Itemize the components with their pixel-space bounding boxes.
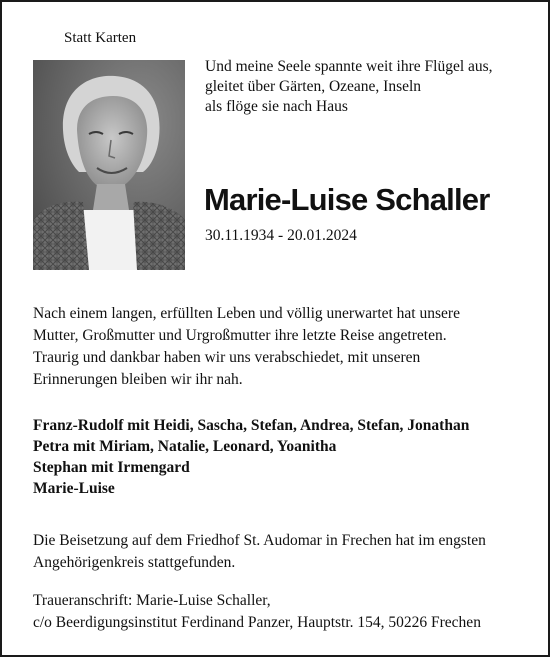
family-line: Franz-Rudolf mit Heidi, Sascha, Stefan, Andrea, Stefan, Jonathan [33, 417, 470, 434]
text-line: c/o Beerdigungsinstitut Ferdinand Panzer, Hauptstr. 154, 50226 Frechen [33, 614, 481, 631]
deceased-name: Marie-Luise Schaller [204, 182, 490, 217]
life-dates: 30.11.1934 - 20.01.2024 [205, 227, 357, 244]
family-line: Marie-Luise [33, 480, 115, 497]
main-text [33, 303, 528, 391]
text-line: Traueranschrift: Marie-Luise Schaller, [33, 592, 271, 609]
poem-line: Und meine Seele spannte weit ihre Flügel aus, [205, 58, 493, 75]
mourning-address [33, 590, 528, 634]
text-line: Nach einem langen, erfüllten Leben und völlig unerwartet hat unsere [33, 305, 460, 322]
family-line: Stephan mit Irmengard [33, 459, 190, 476]
poem-line: als flöge sie nach Haus [205, 98, 348, 115]
family-list [33, 415, 528, 499]
text-line: Die Beisetzung auf dem Friedhof St. Audomar in Frechen hat im engsten [33, 532, 486, 549]
funeral-info [33, 530, 528, 574]
portrait-photo [33, 60, 185, 270]
text-line: Mutter, Großmutter und Urgroßmutter ihre letzte Reise angetreten. [33, 327, 447, 344]
poem-line: gleitet über Gärten, Ozeane, Inseln [205, 78, 422, 95]
text-line: Angehörigenkreis stattgefunden. [33, 554, 236, 571]
text-line: Traurig und dankbar haben wir uns verabschiedet, mit unseren [33, 349, 421, 366]
poem-verse [205, 57, 535, 117]
text-line: Erinnerungen bleiben wir ihr nah. [33, 371, 243, 388]
family-line: Petra mit Miriam, Natalie, Leonard, Yoanitha [33, 438, 337, 455]
header-note: Statt Karten [64, 30, 137, 46]
